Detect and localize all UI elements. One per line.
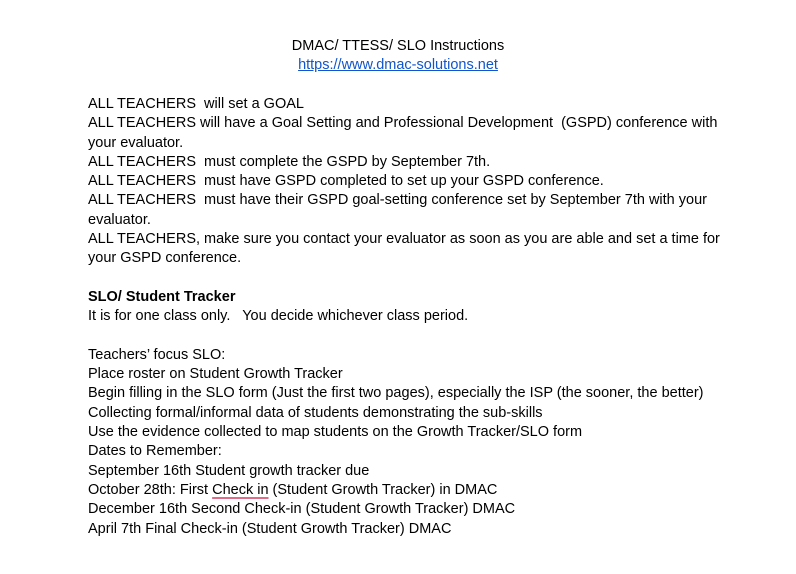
dates-heading: Dates to Remember: [88,443,222,460]
intro-line-6: ALL TEACHERS, make sure you contact your evaluator as soon as you are able and set a time for your GSPD conference. [88,231,724,267]
date-item-3: December 16th Second Check-in (Student Growth Tracker) DMAC [88,501,516,518]
focus-item-1: Place roster on Student Growth Tracker [88,366,343,383]
document-body [88,95,728,539]
spacer [88,269,728,288]
intro-line-5: ALL TEACHERS must have their GSPD goal-setting conference set by September 7th with your evaluator. [88,192,711,228]
intro-line-2: ALL TEACHERS will have a Goal Setting and Professional Development (GSPD) conference with your evaluator. [88,115,722,151]
date-item-2 [88,481,728,500]
slo-note: It is for one class only. You decide whichever class period. [88,308,469,325]
spellcheck-flagged-text[interactable]: Check in [212,481,269,498]
date-item-2-prefix: October 28th: First [88,481,213,498]
document-header [0,37,796,76]
intro-line-4: ALL TEACHERS must have GSPD completed to set up your GSPD conference. [88,173,604,190]
focus-item-2: Begin filling in the SLO form (Just the first two pages), especially the ISP (the sooner, the better) [88,385,704,402]
intro-line-3: ALL TEACHERS must complete the GSPD by September 7th. [88,153,491,170]
focus-item-3: Collecting formal/informal data of students demonstrating the sub-skills [88,404,543,421]
intro-line-1: ALL TEACHERS will set a GOAL [88,96,304,112]
slo-heading: SLO/ Student Tracker [88,288,236,305]
spacer [88,327,728,346]
date-item-1: September 16th Student growth tracker due [88,462,370,479]
date-item-2-suffix: (Student Growth Tracker) in DMAC [268,481,498,498]
date-item-4: April 7th Final Check-in (Student Growth Tracker) DMAC [88,520,452,537]
focus-item-4: Use the evidence collected to map students on the Growth Tracker/SLO form [88,424,583,441]
focus-heading: Teachers’ focus SLO: [88,346,226,363]
document-title: DMAC/ TTESS/ SLO Instructions [291,38,505,54]
dmac-link[interactable]: https://www.dmac-solutions.net [298,57,498,74]
